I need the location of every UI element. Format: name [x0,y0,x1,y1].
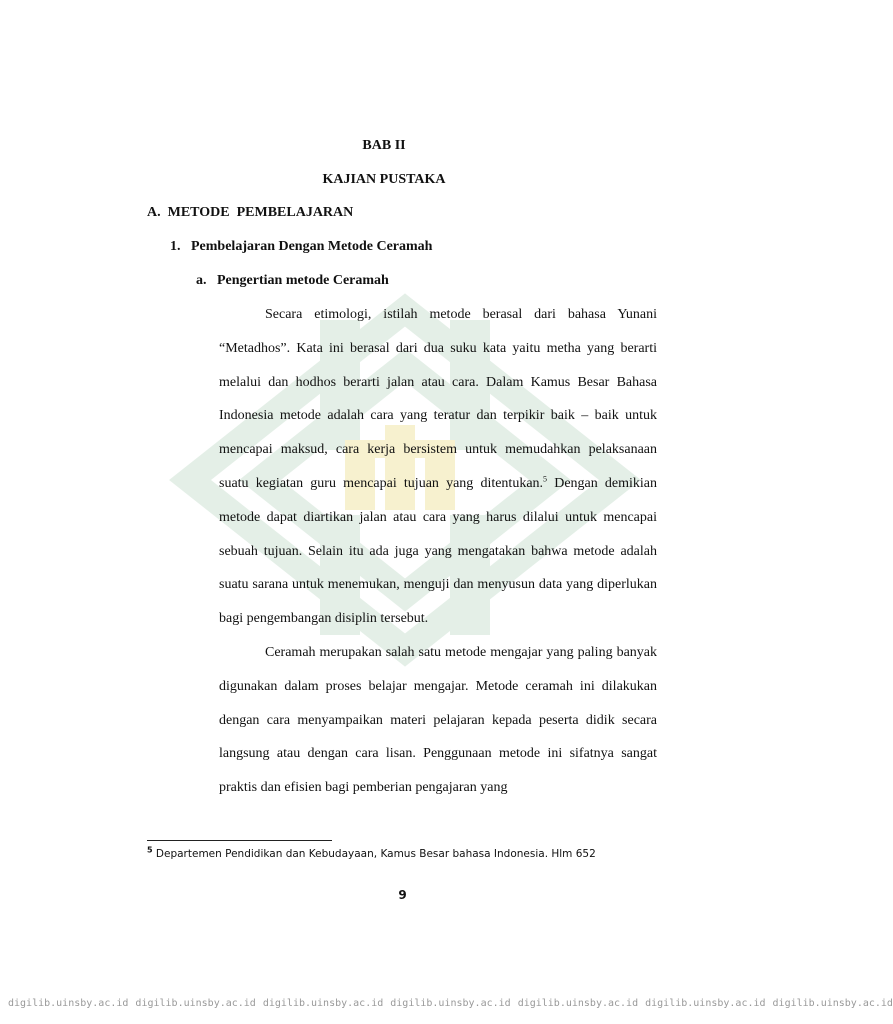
footer-url: digilib.uinsby.ac.id [645,998,766,1009]
footer-url: digilib.uinsby.ac.id [772,998,893,1009]
chapter-title: KAJIAN PUSTAKA [322,172,446,187]
body-text [219,298,657,805]
footer-url: digilib.uinsby.ac.id [517,998,639,1009]
footer-url: digilib.uinsby.ac.id [135,998,256,1009]
section-heading: A. METODE PEMBELAJARAN [147,205,354,220]
footnote-ref: 5 [543,474,548,484]
footer-url: digilib.uinsby.ac.id [262,998,384,1009]
page-number: 9 [398,888,407,902]
footnote-divider [147,840,332,841]
footnote [147,845,596,860]
repository-watermark-footer [8,998,893,1009]
paragraph-etymology: Secara etimologi, istilah metode berasal dari bahasa Yunani “Metadhos”. Kata ini berasal dari dua suku kata yaitu metha yang berarti melalui dan hodhos berarti jalan atau cara. Dalam Kamus Besar Bahasa Indonesia metode adalah cara yang teratur dan terpikir baik – baik untuk mencapai maksud, cara kerja bersistem untuk memudahkan pelaksanaan suatu kegiatan guru mencapai tujuan yang ditentukan.$^5$ Dengan demikian metode dapat diartikan jalan atau cara yang harus dilalui untuk mencapai sebuah tujuan. Selain itu ada juga yang mengatakan bahwa metode adalah suatu sarana untuk menemukan, menguji dan menyusun data yang diperlukan bagi pengembangan disiplin tersebut. [219,307,658,627]
chapter-number: BAB II [362,138,406,153]
subsubsection-heading: a. Pengertian metode Ceramah [196,273,389,288]
paragraph-ceramah: Ceramah merupakan salah satu metode mengajar yang paling banyak digunakan dalam proses belajar mengajar. Metode ceramah ini dilakukan dengan cara menyampaikan materi pelajaran kepada peserta didik secara langsung atau dengan cara lisan. Penggunaan metode ini sifatnya sangat praktis dan efisien bagi pemberian pengajaran yang [219,644,657,796]
footnote-number: 5 [147,845,153,855]
footer-url: digilib.uinsby.ac.id [390,998,511,1009]
footer-url: digilib.uinsby.ac.id [8,998,129,1009]
footnote-text: Departemen Pendidikan dan Kebudayaan, Kamus Besar bahasa Indonesia. Hlm 652 [152,848,596,860]
subsection-heading: 1. Pembelajaran Dengan Metode Ceramah [170,239,433,254]
